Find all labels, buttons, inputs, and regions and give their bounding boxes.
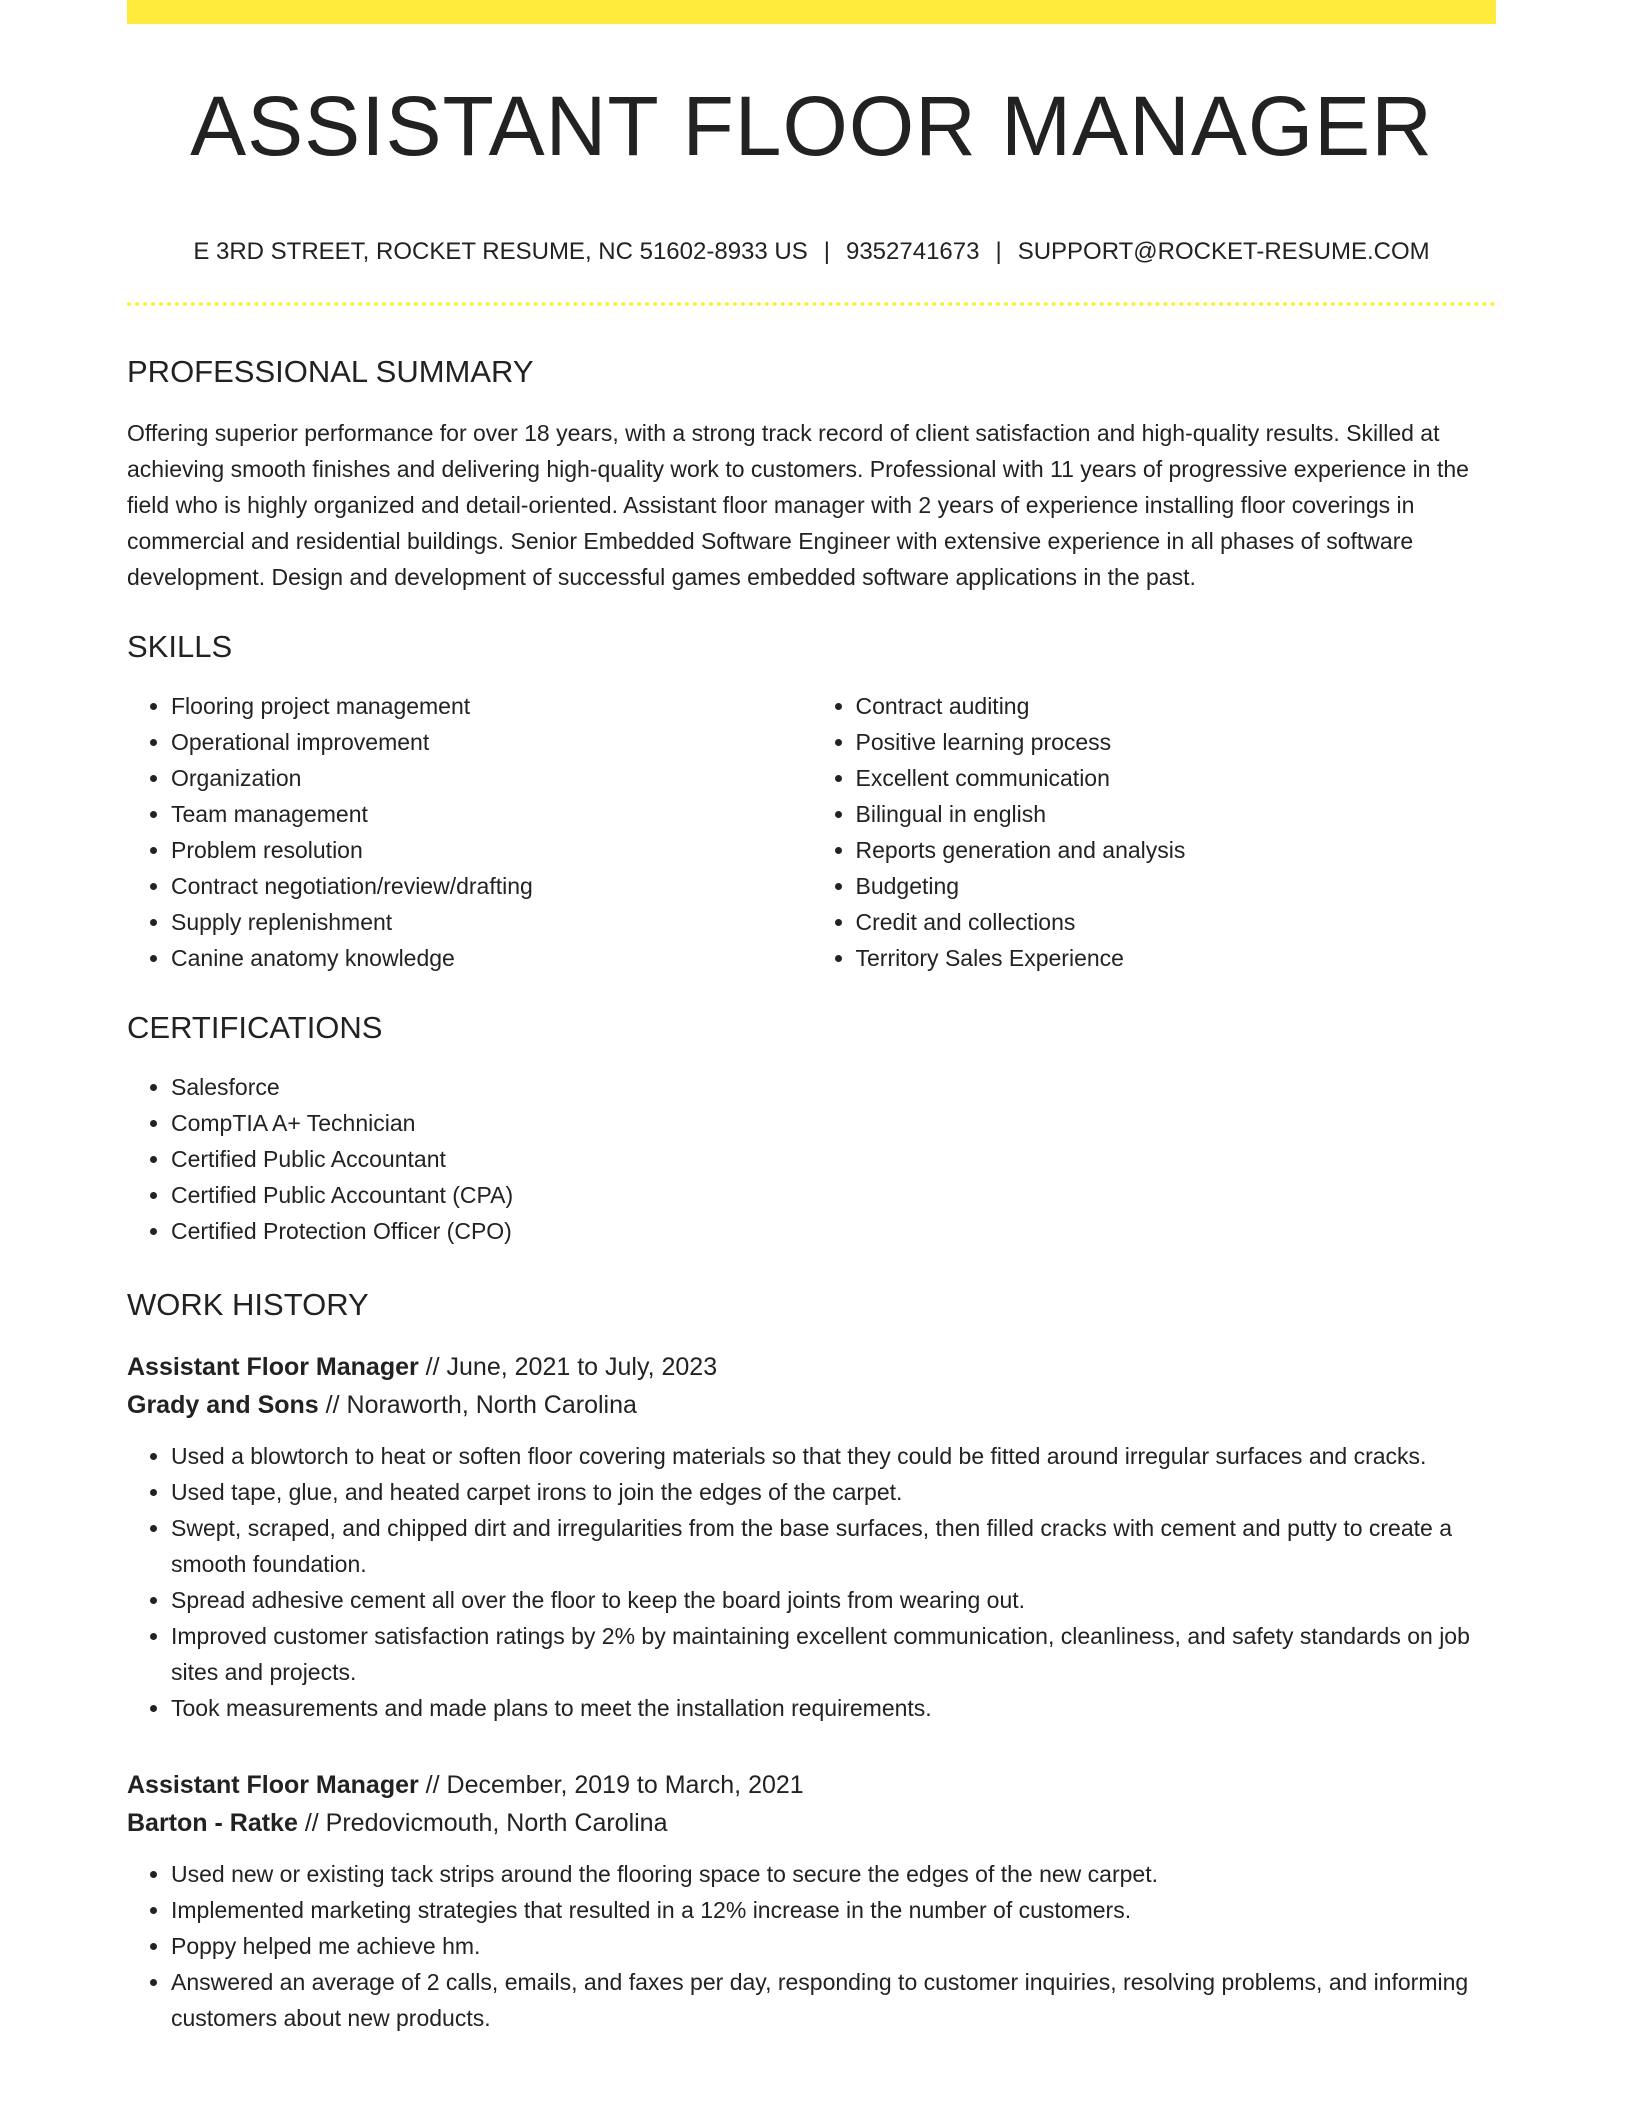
job-dates: December, 2019 to March, 2021: [446, 1771, 804, 1799]
list-item: • Used tape, glue, and heated carpet irons to join the edges of the carpet.: [171, 1474, 1496, 1510]
list-item: • Canine anatomy knowledge: [171, 940, 812, 976]
certifications-list: [127, 1069, 1496, 1249]
skills-list-right: [812, 688, 1497, 976]
job-separator: //: [418, 1353, 447, 1381]
accent-top-bar: [127, 0, 1496, 24]
list-item: • Certified Public Accountant: [171, 1141, 1496, 1177]
list-item: • Territory Sales Experience: [856, 940, 1497, 976]
list-item: • Positive learning process: [856, 724, 1497, 760]
job-company-line: [127, 1804, 1496, 1842]
skills-columns: [127, 688, 1496, 976]
list-item: • Swept, scraped, and chipped dirt and irregularities from the base surfaces, then filled cracks with cement and putty to create a smooth foundation.: [171, 1510, 1496, 1582]
list-item: • Credit and collections: [856, 904, 1497, 940]
list-item: • Contract auditing: [856, 688, 1497, 724]
list-item: • Certified Protection Officer (CPO): [171, 1213, 1496, 1249]
contact-separator: |: [995, 238, 1002, 265]
job-separator: //: [318, 1391, 347, 1419]
certifications-heading: CERTIFICATIONS: [127, 1010, 383, 1045]
dotted-divider: [127, 302, 1496, 306]
list-item: • Poppy helped me achieve hm.: [171, 1928, 1496, 1964]
summary-text: Offering superior performance for over 18 years, with a strong track record of client satisfaction and high-quality results. Skilled at achieving smooth finishes and delivering high-quality work to customers. Professional with 11 years of progressive experience in the field who is highly organized and detail-oriented. Assistant floor manager with 2 years of experience installing floor coverings in commercial and residential buildings. Senior Embedded Software Engineer with extensive experience in all phases of software development. Design and development of successful games embedded software applications in the past.: [127, 420, 1469, 590]
list-item: • Answered an average of 2 calls, emails, and faxes per day, responding to customer inquiries, resolving problems, and informing customers about new products.: [171, 1964, 1496, 2036]
list-item: • Certified Public Accountant (CPA): [171, 1177, 1496, 1213]
job-location: Noraworth, North Carolina: [346, 1391, 637, 1419]
job-role: Assistant Floor Manager: [127, 1353, 419, 1381]
list-item: • Used new or existing tack strips around the flooring space to secure the edges of the new carpet.: [171, 1856, 1496, 1892]
list-item: • Organization: [171, 760, 812, 796]
job-entry: [127, 1766, 1496, 2036]
job-role: Assistant Floor Manager: [127, 1771, 419, 1799]
contact-address: E 3RD STREET, ROCKET RESUME, NC 51602-8933 US: [193, 238, 808, 265]
contact-email: SUPPORT@ROCKET-RESUME.COM: [1017, 238, 1430, 265]
job-title-line: [127, 1348, 1496, 1386]
list-item: • Took measurements and made plans to meet the installation requirements.: [171, 1690, 1496, 1726]
list-item: • Improved customer satisfaction ratings by 2% by maintaining excellent communication, cleanliness, and safety standards on job sites and projects.: [171, 1618, 1496, 1690]
job-dates: June, 2021 to July, 2023: [446, 1353, 718, 1381]
job-company: Barton - Ratke: [127, 1809, 298, 1837]
job-location: Predovicmouth, North Carolina: [325, 1809, 668, 1837]
skills-heading: SKILLS: [127, 629, 233, 664]
skills-list-left: [127, 688, 812, 976]
list-item: • Supply replenishment: [171, 904, 812, 940]
list-item: • Reports generation and analysis: [856, 832, 1497, 868]
list-item: • CompTIA A+ Technician: [171, 1105, 1496, 1141]
list-item: • Team management: [171, 796, 812, 832]
list-item: • Bilingual in english: [856, 796, 1497, 832]
job-bullets: [127, 1856, 1496, 2036]
contact-separator: |: [823, 238, 830, 265]
job-separator: //: [297, 1809, 326, 1837]
job-entry: [127, 1348, 1496, 1726]
job-company-line: [127, 1386, 1496, 1424]
list-item: • Implemented marketing strategies that resulted in a 12% increase in the number of customers.: [171, 1892, 1496, 1928]
summary-heading: PROFESSIONAL SUMMARY: [127, 354, 534, 389]
job-separator: //: [418, 1771, 447, 1799]
list-item: • Used a blowtorch to heat or soften floor covering materials so that they could be fitted around irregular surfaces and cracks.: [171, 1438, 1496, 1474]
job-title-line: [127, 1766, 1496, 1804]
job-bullets: [127, 1438, 1496, 1726]
resume-page: [127, 0, 1496, 2036]
list-item: • Salesforce: [171, 1069, 1496, 1105]
list-item: • Budgeting: [856, 868, 1497, 904]
work-history-heading: WORK HISTORY: [127, 1287, 369, 1322]
list-item: • Problem resolution: [171, 832, 812, 868]
list-item: • Spread adhesive cement all over the floor to keep the board joints from wearing out.: [171, 1582, 1496, 1618]
contact-phone: 9352741673: [845, 238, 980, 265]
list-item: • Operational improvement: [171, 724, 812, 760]
list-item: • Contract negotiation/review/drafting: [171, 868, 812, 904]
contact-line: [127, 240, 1496, 264]
list-item: • Excellent communication: [856, 760, 1497, 796]
page-title: ASSISTANT FLOOR MANAGER: [190, 79, 1433, 173]
list-item: • Flooring project management: [171, 688, 812, 724]
job-company: Grady and Sons: [127, 1391, 319, 1419]
